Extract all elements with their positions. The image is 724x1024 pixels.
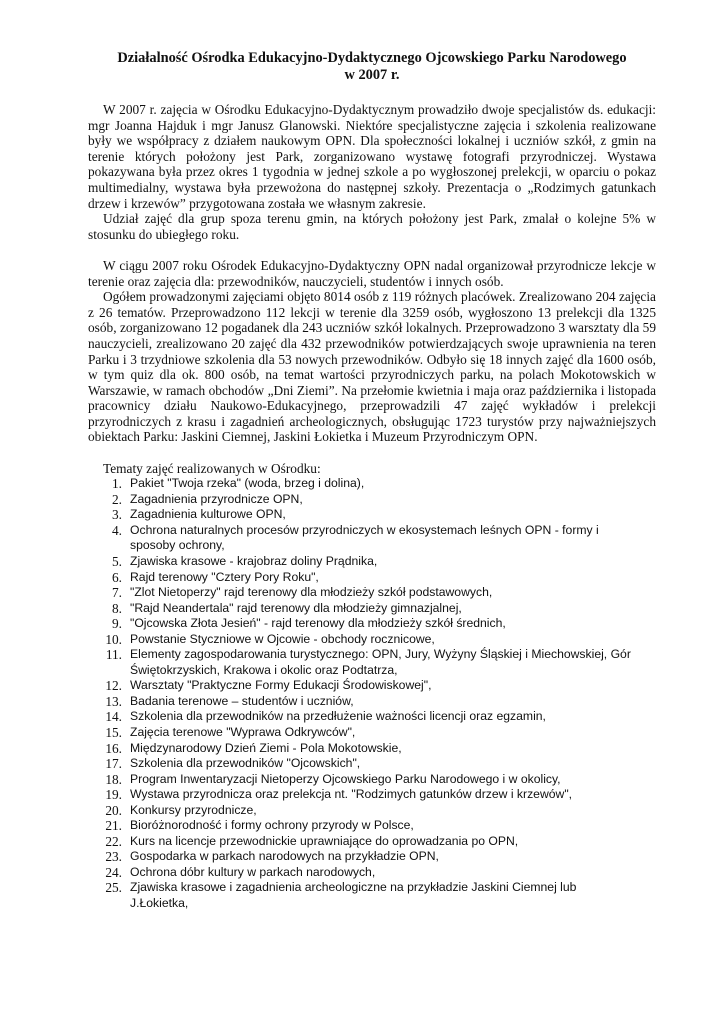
- list-item-number: 18.: [105, 771, 122, 787]
- list-item: [88, 849, 656, 865]
- list-item: [88, 725, 656, 741]
- list-item-text: "Zlot Nietoperzy" rajd terenowy dla młodzieży szkół podstawowych,: [130, 585, 493, 600]
- list-item-number: 20.: [105, 802, 122, 818]
- list-item: [88, 818, 656, 834]
- list-item-number: 9.: [111, 616, 122, 632]
- list-item: [88, 523, 656, 554]
- title-line-2: w 2007 r.: [344, 67, 400, 83]
- list-item-text: Zjawiska krasowe - krajobraz doliny Prądnika,: [130, 553, 378, 568]
- paragraph-activities: W ciągu 2007 roku Ośrodek Edukacyjno-Dydaktyczny OPN nadal organizował przyrodnicze lekcje w terenie oraz zajęcia dla: przewodników, nauczycieli, studentów i innych osób.: [88, 257, 656, 289]
- list-item-text: Powstanie Styczniowe w Ojcowie - obchody rocznicowe,: [130, 631, 435, 646]
- list-item-number: 8.: [111, 600, 122, 616]
- list-item: [88, 803, 656, 819]
- paragraph-statistics: Ogółem prowadzonymi zajęciami objęto 8014 osób z 119 różnych placówek. Zrealizowano 204 zajęcia z 26 tematów. Przeprowadzono 112 lekcji w terenie dla 3259 osób, wygłoszono 13 prelekcji dla 1325 osób, zorganizowano 12 pogadanek dla 243 uczniów szkół lokalnych. Przeprowadzono 3 warsztaty dla 59 nauczycieli, zrealizowano 20 zajęć dla 432 przewodników potwierdzających swoje uprawnienia na teren Parku i 3 trzydniowe szkolenia dla 53 nowych przewodników. Odbyło się 18 innych zajęć dla 1600 osób, w tym quiz dla ok. 800 osób, na temat wartości przyrodniczych parku, na polach Mokotowskich w Warszawie, w ramach obchodów „Dni Ziemi”. Na przełomie kwietnia i maja oraz października i listopada pracownicy działu Naukowo-Edukacyjnego, przeprowadzili 47 zajęć wykładów i prelekcji przyrodniczych z krasu i zagadnień archeologicznych, obsługując 1723 turystów przy najważniejszych obiektach Parku: Jaskini Ciemnej, Jaskini Łokietka i Muzeum Przyrodniczym OPN.: [88, 289, 656, 445]
- list-item-number: 21.: [105, 818, 122, 834]
- list-item-number: 19.: [105, 787, 122, 803]
- list-item: [88, 554, 656, 570]
- list-item-number: 1.: [111, 476, 122, 492]
- list-item: [88, 585, 656, 601]
- list-item-number: 7.: [111, 585, 122, 601]
- list-item: [88, 756, 656, 772]
- list-item-text: Pakiet "Twoja rzeka" (woda, brzeg i dolina),: [130, 476, 365, 491]
- list-item-text: Zagadnienia kulturowe OPN,: [130, 507, 286, 522]
- list-item: [88, 741, 656, 757]
- list-item-text: Wystawa przyrodnicza oraz prelekcja nt. "Rodzimych gatunków drzew i krzewów",: [130, 787, 573, 802]
- list-item-number: 14.: [105, 709, 122, 725]
- list-item-number: 3.: [111, 507, 122, 523]
- list-item: [88, 492, 656, 508]
- list-item: [88, 476, 656, 492]
- list-item: [88, 709, 656, 725]
- list-item-text: Ochrona dóbr kultury w parkach narodowych,: [130, 864, 376, 879]
- list-item-text: Elementy zagospodarowania turystycznego: OPN, Jury, Wyżyny Śląskiej i Miechowskiej, Gór Świętokrzyskich, Krakowa i okolic oraz Podtatrza,: [130, 647, 631, 677]
- list-item: [88, 601, 656, 617]
- list-item: [88, 570, 656, 586]
- list-item: [88, 772, 656, 788]
- list-item: [88, 632, 656, 648]
- list-item-number: 4.: [111, 522, 122, 538]
- list-item-text: Badania terenowe – studentów i uczniów,: [130, 693, 354, 708]
- list-item-number: 2.: [111, 491, 122, 507]
- list-item-number: 22.: [105, 833, 122, 849]
- list-item-number: 6.: [111, 569, 122, 585]
- list-item-text: Ochrona naturalnych procesów przyrodniczych w ekosystemach leśnych OPN - formy i sposoby ochrony,: [130, 522, 599, 553]
- list-item-text: Warsztaty "Praktyczne Formy Edukacji Środowiskowej",: [130, 678, 432, 693]
- list-item-text: Szkolenia dla przewodników "Ojcowskich",: [130, 756, 361, 771]
- list-item: [88, 507, 656, 523]
- list-item-text: Szkolenia dla przewodników na przedłużenie ważności licencji oraz egzamin,: [130, 709, 546, 724]
- list-item-text: Międzynarodowy Dzień Ziemi - Pola Mokotowskie,: [130, 740, 402, 755]
- list-item: [88, 694, 656, 710]
- list-item: [88, 865, 656, 881]
- list-item-number: 15.: [105, 725, 122, 740]
- list-item-text: "Rajd Neandertala" rajd terenowy dla młodzieży gimnazjalnej,: [130, 600, 462, 615]
- list-item-text: Kurs na licencje przewodnickie uprawniające do oprowadzania po OPN,: [130, 833, 519, 848]
- list-item-number: 12.: [105, 678, 122, 694]
- list-item-number: 10.: [105, 631, 122, 647]
- paragraph-outside-groups: Udział zajęć dla grup spoza terenu gmin, na których położony jest Park, zmalał o kolejne 5% w stosunku do ubiegłego roku.: [88, 211, 656, 242]
- list-item-number: 11.: [105, 647, 122, 663]
- list-item-number: 13.: [105, 693, 122, 709]
- list-item-number: 23.: [105, 849, 122, 865]
- topics-heading: Tematy zajęć realizowanych w Ośrodku:: [103, 460, 321, 476]
- list-item: [88, 678, 656, 694]
- list-item-text: Zjawiska krasowe i zagadnienia archeologiczne na przykładzie Jaskini Ciemnej lub J.Łokietka,: [130, 880, 577, 911]
- list-item-text: Konkursy przyrodnicze,: [130, 802, 257, 817]
- list-item-text: Rajd terenowy "Cztery Pory Roku",: [130, 569, 319, 584]
- list-item-text: Zagadnienia przyrodnicze OPN,: [130, 491, 303, 506]
- list-item-text: Gospodarka w parkach narodowych na przykładzie OPN,: [130, 849, 439, 864]
- document-page: [88, 50, 656, 912]
- list-item: [88, 647, 656, 678]
- paragraph-staff: W 2007 r. zajęcia w Ośrodku Edukacyjno-Dydaktycznym prowadziło dwoje specjalistów ds. edukacji: mgr Joanna Hajduk i mgr Janusz Glanowski. Niektóre specjalistyczne zajęcia i szkolenia realizowane były we współpracy z działem naukowym OPN. Dla społeczności lokalnej i uczniów szkół, z gmin na terenie których położony jest Park, zorganizowano wystawę fotografi przyrodniczej. Wystawa pokazywana była przez okres 1 tygodnia w jednej szkole a po wygłoszonej prelekcji, w oparciu o pokaz multimedialny, wystawa była przewożona do następnej szkoły. Prezentacja o „Rodzimych gatunkach drzew i krzewów” przygotowana została we własnym zakresie.: [88, 102, 656, 211]
- list-item: [88, 616, 656, 632]
- page-title: [88, 50, 656, 84]
- list-item-text: Bioróżnorodność i formy ochrony przyrody w Polsce,: [130, 818, 414, 833]
- paragraph-gap: [88, 242, 656, 258]
- list-item-number: 5.: [111, 553, 122, 569]
- topics-list: [88, 476, 656, 911]
- list-item-number: 25.: [105, 880, 122, 896]
- list-item-text: Program Inwentaryzacji Nietoperzy Ojcowskiego Parku Narodowego i w okolicy,: [130, 771, 561, 786]
- list-item-number: 24.: [105, 864, 122, 880]
- list-item-text: Zajęcia terenowe "Wyprawa Odkrywców",: [130, 725, 356, 739]
- list-item: [88, 787, 656, 803]
- title-line-1: Działalność Ośrodka Edukacyjno-Dydaktycznego Ojcowskiego Parku Narodowego: [117, 50, 627, 66]
- paragraph-gap: [88, 445, 656, 461]
- list-item: [88, 880, 656, 911]
- list-item-text: "Ojcowska Złota Jesień" - rajd terenowy dla młodzieży szkół średnich,: [130, 616, 506, 631]
- list-item-number: 16.: [105, 740, 122, 756]
- list-item: [88, 834, 656, 850]
- list-item-number: 17.: [105, 756, 122, 772]
